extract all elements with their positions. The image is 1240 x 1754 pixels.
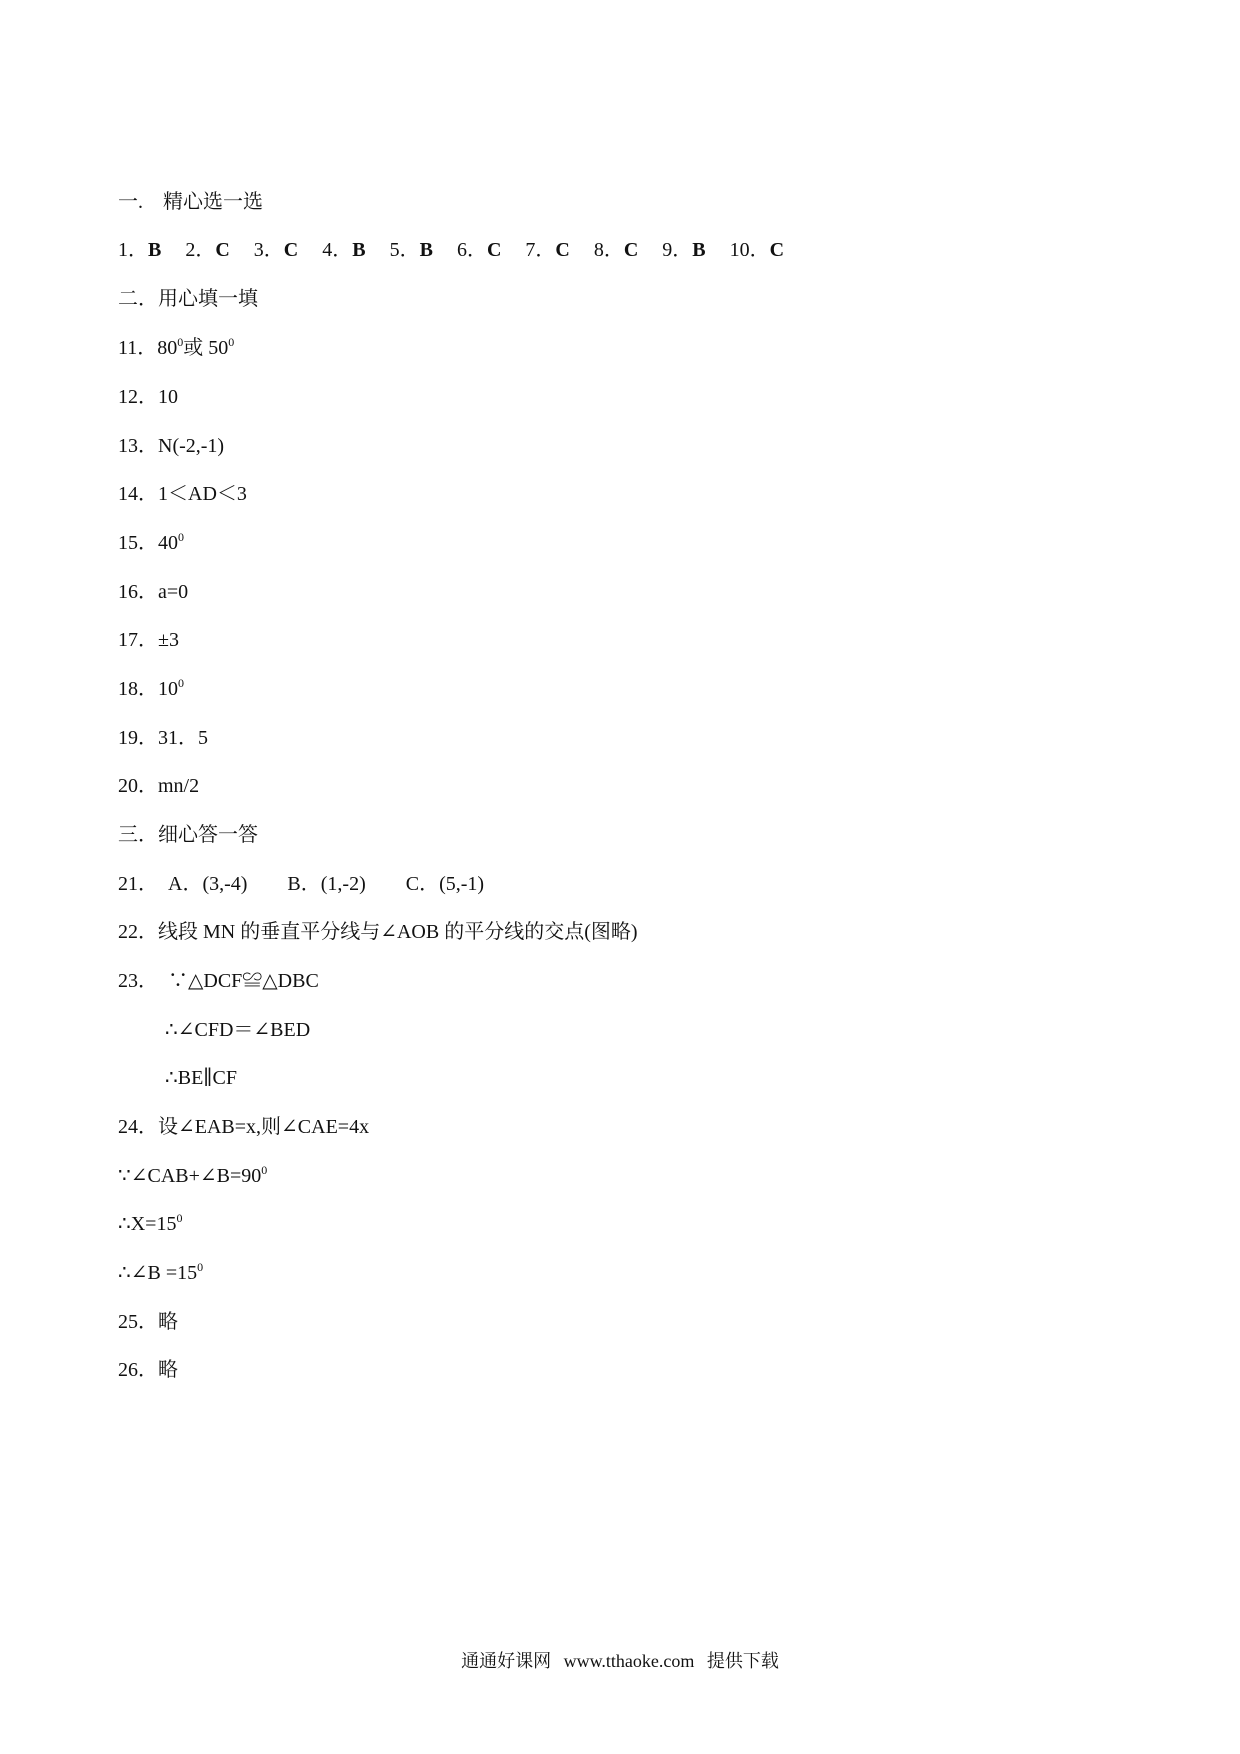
answer-23-line-1: 23． ∵△DCF≌△DBC	[118, 970, 319, 992]
answer-16: 16．a=0	[118, 581, 189, 603]
footer-suffix: 提供下载	[706, 1651, 779, 1671]
mcq-answer-item	[254, 238, 298, 262]
mcq-answer-letter: C	[769, 239, 785, 261]
mcq-answer-item	[185, 238, 229, 262]
section-1-heading: 一. 精心选一选	[118, 191, 263, 213]
mcq-question-number: 7．	[525, 239, 556, 261]
answer-14: 14．1＜AD＜3	[118, 483, 247, 505]
mcq-answer-letter: C	[215, 239, 230, 261]
mcq-answer-item	[730, 238, 784, 262]
answer-23-line-2: ∴∠CFD＝∠BED	[165, 1019, 311, 1041]
mcq-question-number: 6．	[456, 239, 487, 261]
section-3-heading: 三．细心答一答	[118, 824, 258, 846]
answer-24-line-3: $\therefore X=15^0$	[118, 1211, 183, 1235]
mcq-answers-row	[118, 238, 808, 262]
mcq-question-number: 3．	[253, 239, 284, 261]
answer-12: 12．10	[118, 386, 178, 408]
mcq-answer-item	[457, 238, 501, 262]
mcq-answer-letter: C	[555, 239, 570, 261]
footer-site-name: 通通好课网	[461, 1651, 552, 1671]
mcq-answer-item	[662, 238, 705, 262]
mcq-question-number: 5．	[389, 239, 420, 261]
page-footer	[0, 1650, 1240, 1672]
mcq-question-number: 1．	[118, 239, 148, 261]
mcq-answer-letter: B	[352, 239, 366, 261]
mcq-answer-letter: B	[419, 239, 433, 261]
answer-24-line-2: $\because\angle CAB+\angle B=90^0$	[118, 1163, 268, 1187]
mcq-answer-item	[322, 238, 365, 262]
mcq-question-number: 8．	[593, 239, 624, 261]
mcq-answer-item	[118, 238, 161, 262]
mcq-question-number: 4．	[322, 239, 353, 261]
answer-25: 25．略	[118, 1311, 178, 1333]
mcq-answer-letter: B	[148, 239, 162, 261]
answer-24-line-1: 24．设∠EAB=x,则∠CAE=4x	[118, 1116, 370, 1138]
section-2-heading: 二．用心填一填	[118, 288, 258, 310]
answer-15: 15．$40^0$	[118, 530, 184, 554]
answer-13: 13．N(-2,-1)	[118, 435, 225, 457]
answer-21: 21． A．(3,-4) B．(1,-2) C．(5,-1)	[118, 873, 485, 895]
mcq-question-number: 9．	[662, 239, 693, 261]
mcq-question-number: 2．	[185, 239, 216, 261]
mcq-question-number: 10．	[729, 239, 770, 261]
mcq-answer-item	[594, 238, 638, 262]
answer-11: 11．$80^0$或 $50^0$	[118, 335, 235, 359]
answer-20: 20．mn/2	[118, 775, 200, 797]
answer-24-line-4: ∴∠B $=15^0$	[118, 1260, 204, 1284]
answer-22: 22．线段 MN 的垂直平分线与∠AOB 的平分线的交点(图略)	[118, 921, 638, 943]
answer-17: 17．±3	[118, 629, 179, 651]
answer-23-line-3: ∴BE∥CF	[165, 1067, 237, 1089]
mcq-answer-item	[525, 238, 569, 262]
footer-url[interactable]: www.tthaoke.com	[563, 1651, 695, 1671]
mcq-answer-letter: B	[692, 239, 706, 261]
mcq-answer-letter: C	[486, 239, 502, 261]
mcq-answer-letter: C	[623, 239, 639, 261]
mcq-answer-item	[390, 238, 433, 262]
mcq-answer-letter: C	[283, 239, 299, 261]
answer-18: 18．$10^0$	[118, 676, 184, 700]
answer-26: 26．略	[118, 1359, 178, 1381]
answer-19: 19．31．5	[118, 727, 208, 749]
